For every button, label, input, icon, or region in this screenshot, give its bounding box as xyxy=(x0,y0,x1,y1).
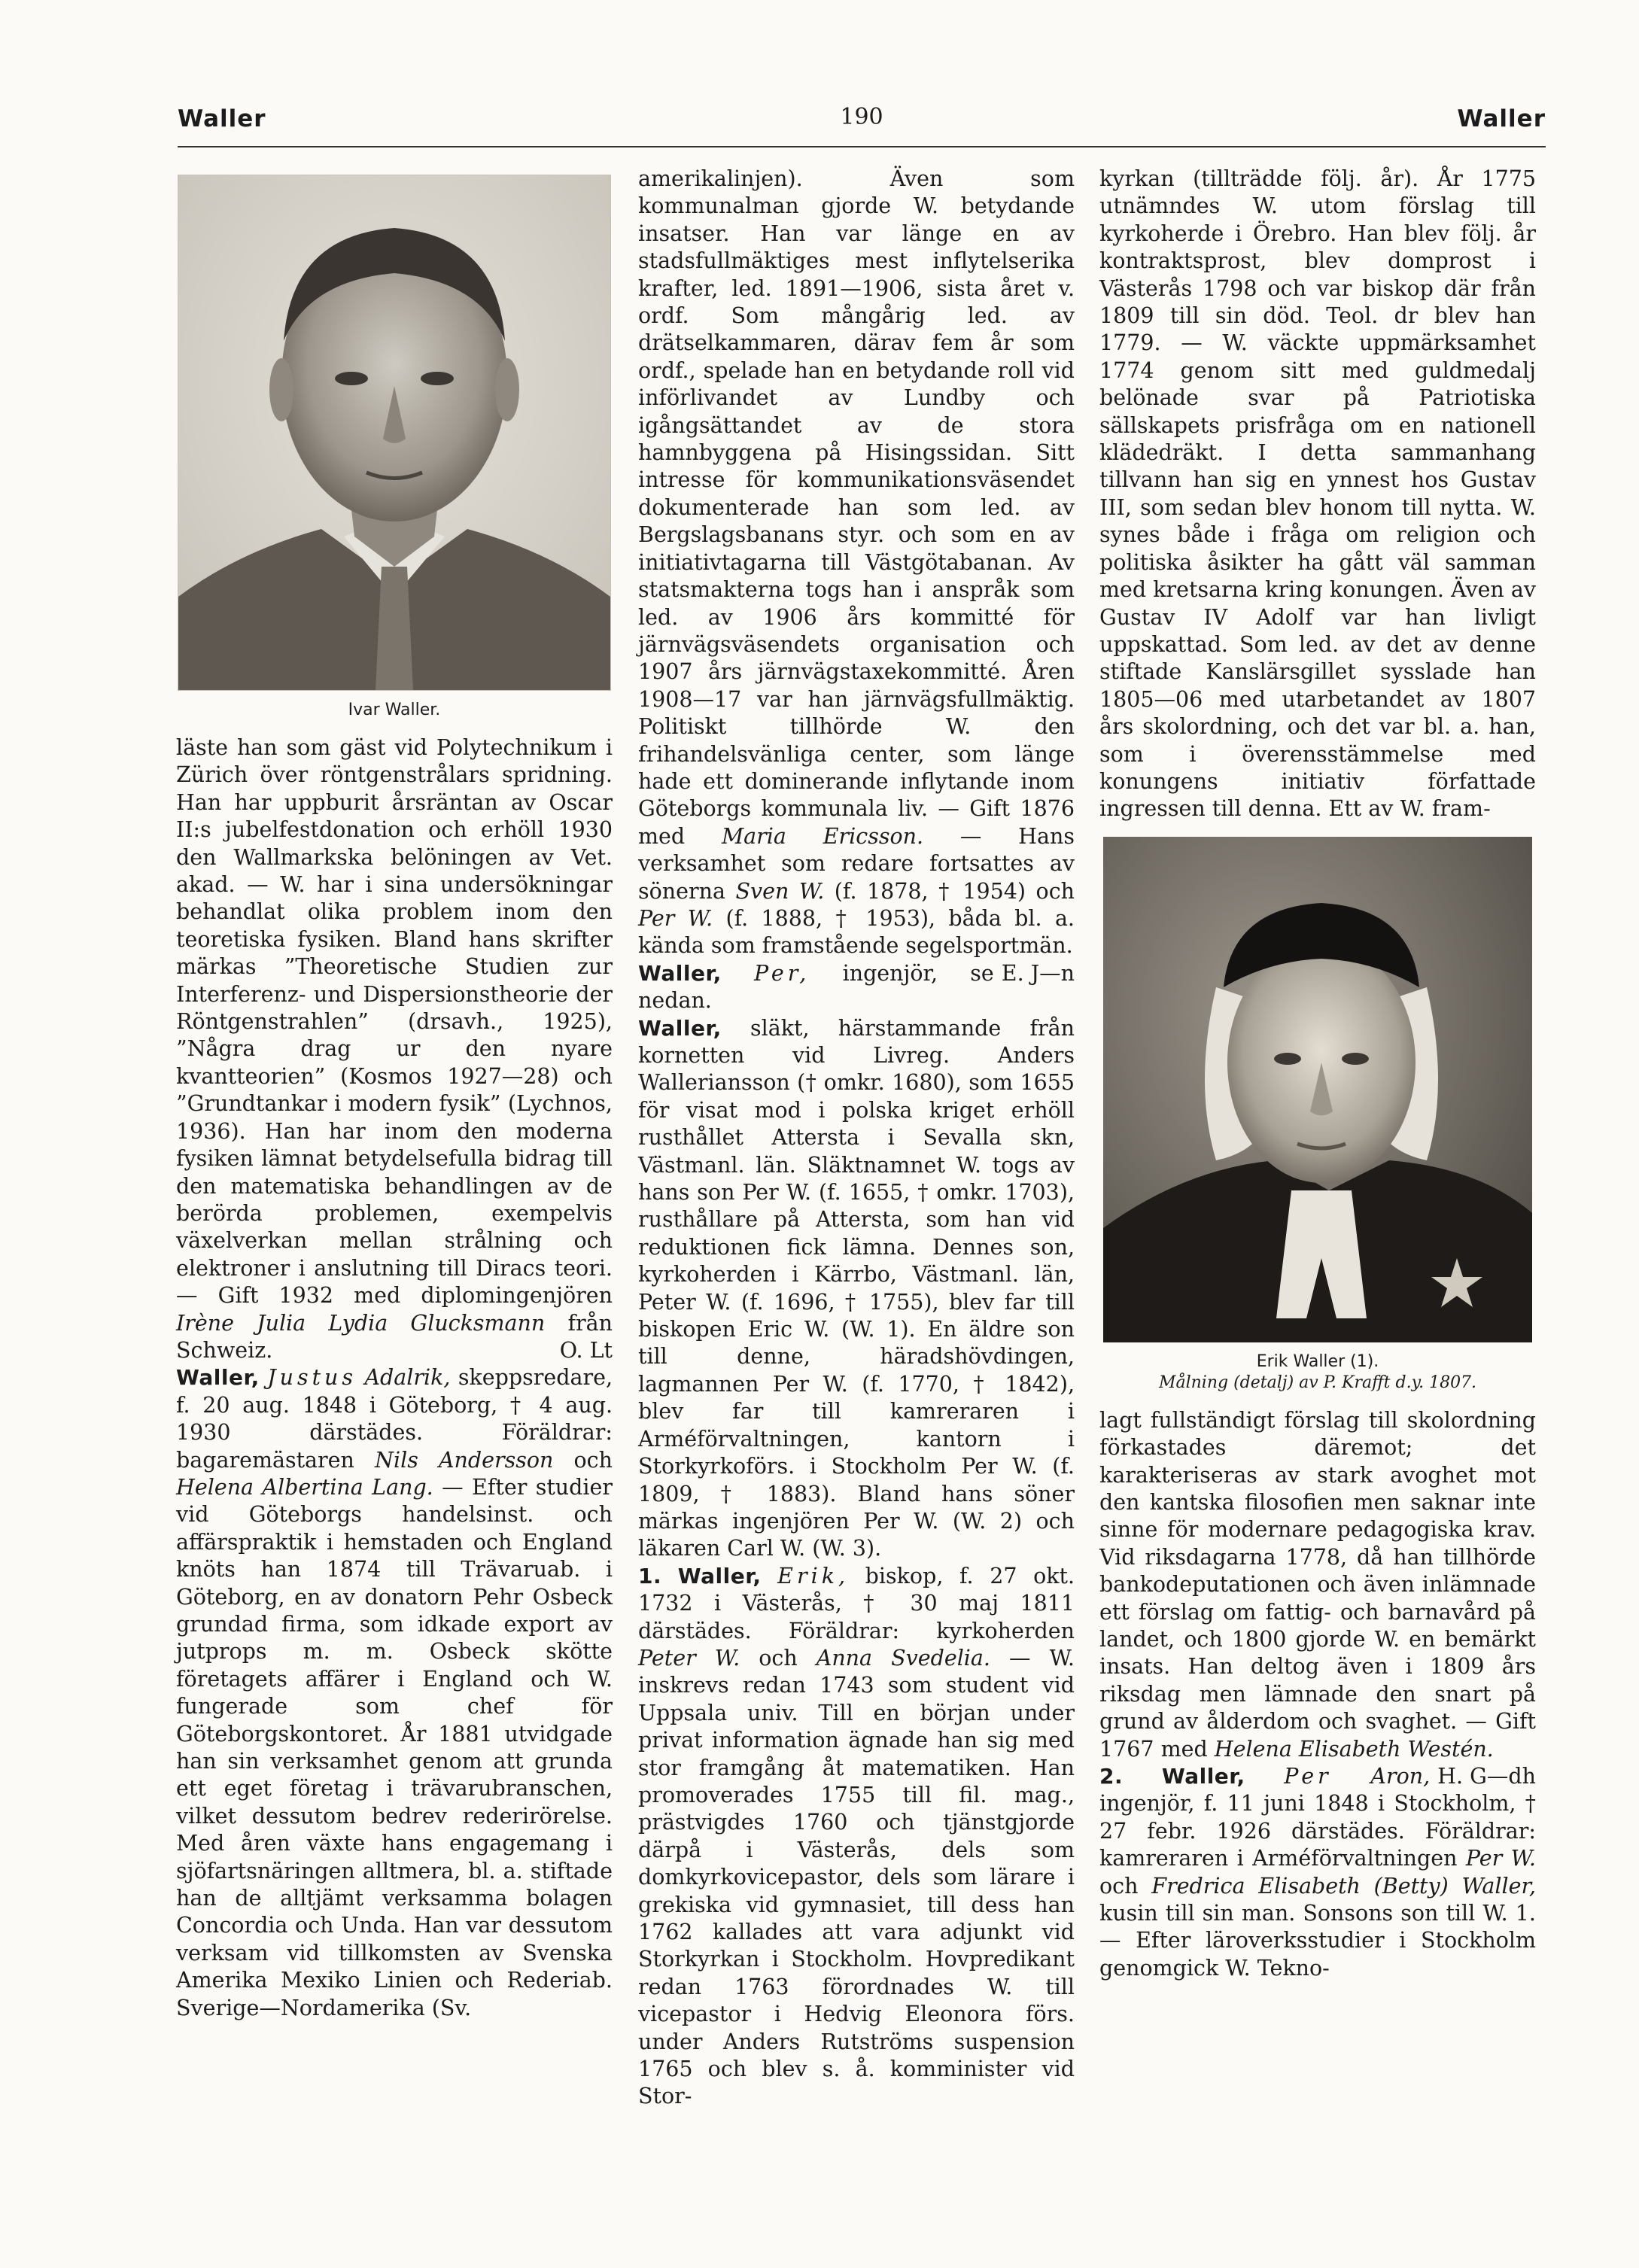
author-signature: O. Lt xyxy=(559,1337,613,1363)
header-left-title: Waller xyxy=(178,105,266,132)
entry-headword: Waller, xyxy=(638,1015,722,1041)
entry-per-reference: Waller, Per, ingenjör, se nedan. xyxy=(638,960,994,1014)
paragraph-erik-continued-2: lagt fullständigt förslag till skolordning förkastades däremot; det karakteriseras av stark avoghet mot den kantska filosofien men saknar inte sinne för modernare pedagogiska krav. Vid riksdagarna 1778, då han tillhörde bankodeputationen och även inlämnade ett förslag om fattig- och barnavård på landet, och 1800 gjorde W. en bemärkt insats. Han deltog även i 1809 års riksdag men lämnade den snart på grund av ålderdom och svaghet. — Gift 1767 med Helena Elisabeth Westén. H. G—dh xyxy=(1099,1407,1536,1763)
paragraph-ivar-waller: läste han som gäst vid Polytechnikum i Zürich över röntgenstrålars spridning. Han har uppburit årsräntan av Oscar II:s jubelfestdonation och erhöll 1930 den Wallmarkska belöningen av Vet. akad. — W. har i sina undersökningar behandlat olika problem inom den teoretiska fysiken. Bland hans skrifter märkas ”Theoretische Studien zur Interferenz- und Dispersionstheorie der Röntgenstrahlen” (drsavh., 1925), ”Några drag ur den nyare kvantteorien” (Kosmos 1927—28) och ”Grundtankar i modern fysik” (Lychnos, 1936). Han har inom den moderna fysiken lämnat betydelsefulla bidrag till den matematiska behandlingen av de berörda problemen, exempelvis växelverkan mellan strålning och elektroner i anslutning till Diracs teori. — Gift 1932 med diplomingenjören Irène Julia Lydia Glucksmann från Schweiz. O. Lt xyxy=(176,734,613,1364)
header-rule xyxy=(178,146,1546,147)
caption-erik xyxy=(1099,1351,1536,1394)
entry-headword: Waller, xyxy=(1161,1764,1245,1789)
entry-waller-family: Waller, släkt, härstammande från kornetten vid Livreg. Anders Walleriansson († omkr. 1680), som 1655 för visat mod i polska kriget erhöll rusthållet Attersta i Sevalla skn, Västmanl. län. Släktnamnet W. togs av hans son Per W. (f. 1655, † omkr. 1703), rusthållare på Attersta, som han vid reduktionen fick lämna. Dennes son, kyrkoherden i Kärrbo, Västmanl. län, Peter W. (f. 1696, † 1755), blev far till biskopen Eric W. (W. 1). En äldre son till denne, häradshövdingen, lagmannen Per W. (f. 1770, † 1842), blev far till kamreraren i Arméförvaltningen, kantorn i Storkyrkoförs. i Stockholm Per W. (f. 1809, † 1883). Bland hans söner märkas ingenjören Per W. (W. 2) och läkaren Carl W. (W. 3). xyxy=(638,1015,1075,1561)
spouse-name: Irène Julia Lydia Glucksmann xyxy=(176,1310,546,1336)
author-signature: H. G—dh xyxy=(1437,1764,1536,1789)
given-name: Justus xyxy=(267,1365,357,1391)
paragraph-justus-continued: amerikalinjen). Även som kommunalman gjorde W. betydande insatser. Han var länge en av stadsfullmäktiges mest inflytelserika krafter, led. 1891—1906, sista året v. ordf. Som mångårig led. av drätselkammaren, därav fem år som ordf., spelade han en betydande roll vid införlivandet av Lundby och igångsättandet av de stora hamnbyggena på Hisingssidan. Sitt intresse för kommunikationsväsendet dokumenterade han som led. av Bergslagsbanans styr. och som en av initiativtagarna till Västgötabanan. Av statsmakterna togs han i anspråk som led. av 1906 års kommitté för järnvägsväsendets organisation och 1907 års järnvägstaxekommitté. Åren 1908—17 var han järnvägsfullmäktig. Politiskt tillhörde W. den frihandelsvänliga center, som länge hade ett dominerande inflytande inom Göteborgs kommunala liv. — Gift 1876 med Maria Ericsson. — Hans verksamhet som redare fortsattes av sönerna Sven W. (f. 1878, † 1954) och Per W. (f. 1888, † 1953), båda bl. a. kända som framstående segelsportmän. E. J—n xyxy=(638,166,1075,960)
entry-erik-waller: 1. Waller, Erik, biskop, f. 27 okt. 1732 i Västerås, † 30 maj 1811 därstädes. Föräldrar: kyrkoherden Peter W. och Anna Svedelia. — W. inskrevs redan 1743 som student vid Uppsala univ. Till en början under privat information ägnade han sig med stor framgång åt matematiken. Han promoverades 1755 till fil. mag., prästvigdes 1760 och tjänstgjorde därpå i Västerås, dels som domkyrkovicepastor, dels som lärare i grekiska vid gymnasiet, till dess han 1762 kallades att vara adjunkt vid Storkyrkan i Stockholm. Hovpredikant redan 1763 förordnades W. till vicepastor i Hedvig Eleonora förs. under Anders Rutströms suspension 1765 och blev s. å. komminister vid Stor- xyxy=(638,1563,1075,2109)
caption-erik-title: Erik Waller (1). xyxy=(1256,1351,1379,1371)
column-2 xyxy=(638,166,1075,2111)
column-1 xyxy=(176,166,613,2022)
entry-headword: Waller, xyxy=(638,960,722,986)
page-number: 190 xyxy=(840,104,883,130)
painting-portrait-icon xyxy=(1103,837,1532,1342)
entry-per-aron-waller: 2. Waller, Per Aron, ingenjör, f. 11 juni 1848 i Stockholm, † 27 febr. 1926 därstädes. Föräldrar: kamreraren i Arméförvaltningen Per W. och Fredrica Elisabeth (Betty) Waller, kusin till sin man. Sonsons son till W. 1. — Efter läroverksstudier i Stockholm genomgick W. Tekno- xyxy=(1099,1764,1536,1981)
caption-erik-source: Målning (detalj) av P. Krafft d.y. 1807. xyxy=(1158,1373,1477,1392)
entry-headword: Waller, xyxy=(176,1365,260,1391)
entry-number: 1. xyxy=(638,1563,662,1589)
paragraph-erik-continued: kyrkan (tillträdde följ. år). År 1775 utnämndes W. utom förslag till kyrkoherde i Örebro. Han blev följ. år kontraktsprost, blev domprost i Västerås 1798 och var biskop där från 1809 till sin död. Teol. dr blev han 1779. — W. väckte uppmärksamhet 1774 genom sitt med guldmedalj belönade svar på Patriotiska sällskapets prisfråga om en nationell klädedräkt. I detta sammanhang tillvann han sig en ynnest hos Gustav III, som sedan blev honom till nytta. W. synes både i fråga om religion och politiska åsikter ha gått väl samman med kretsarna kring konungen. Även av Gustav IV Adolf var han livligt uppskattad. Som led. av det av denne stiftade Kanslärsgillet sysslade han 1805—06 med utarbetandet av 1807 års skolordning, och det var bl. a. han, som i överensstämmelse med konungens initiativ författade ingressen till denna. Ett av W. fram- xyxy=(1099,166,1536,822)
portrait-ivar-waller xyxy=(178,175,611,691)
entry-justus-waller: Waller, Justus Adalrik, skeppsredare, f. 20 aug. 1848 i Göteborg, † 4 aug. 1930 därstädes. Föräldrar: bagaremästaren Nils Andersson och Helena Albertina Lang. — Efter studier vid Göteborgs handelsinst. och affärspraktik i hemstaden och England knöts han 1874 till Trävaruab. i Göteborg, en av donatorn Pehr Osbeck grundad firma, som idkade export av jutprops m. m. Osbeck skötte företagets affärer i England och W. fungerade som chef för Göteborgskontoret. År 1881 utvidgade han sin verksamhet genom att grunda ett eget företag i trävarubranschen, vilket dessutom bedrev rederirörelse. Med åren växte hans engagemang i sjöfartsnäringen alltmera, bl. a. stiftade han de alltjämt verksamma bolagen Concordia och Unda. Han var dessutom verksam vid tillkomsten av Svenska Amerika Mexiko Linien och Rederiab. Sverige—Nordamerika (Sv. xyxy=(176,1365,613,2020)
portrait-photo-icon xyxy=(178,175,610,690)
header-right-title: Waller xyxy=(1457,105,1546,132)
running-head xyxy=(178,105,1546,143)
column-3 xyxy=(1099,166,1536,1982)
entry-headword: Waller, xyxy=(677,1563,762,1589)
entry-number: 2. xyxy=(1099,1764,1124,1789)
portrait-erik-waller xyxy=(1103,837,1532,1342)
caption-ivar: Ivar Waller. xyxy=(348,701,441,719)
author-signature: E. J—n xyxy=(1001,960,1075,986)
